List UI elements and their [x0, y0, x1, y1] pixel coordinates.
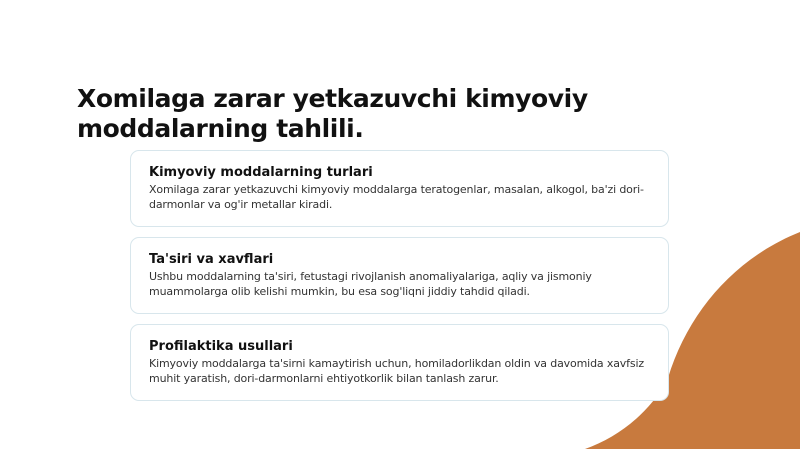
card-prevention-methods [130, 324, 669, 401]
card-body-text: Kimyoviy moddalarga ta'sirni kamaytirish uchun, homiladorlikdan oldin va davomida xavfsiz muhit yaratish, dori-darmonlarni ehtiyotkorlik bilan tanlash zarur. [149, 357, 644, 385]
card-body-text: Ushbu moddalarning ta'siri, fetustagi rivojlanish anomaliyalariga, aqliy va jismoniy muammolarga olib kelishi mumkin, bu esa sog'liqni jiddiy tahdid qiladi. [149, 270, 592, 298]
card-chemical-types [130, 150, 669, 227]
card-heading: Profilaktika usullari [149, 339, 293, 354]
card-heading: Ta'siri va xavflari [149, 252, 274, 267]
card-heading: Kimyoviy moddalarning turlari [149, 165, 373, 180]
slide-title: Xomilaga zarar yetkazuvchi kimyoviy moddalarning tahlili. [77, 84, 588, 143]
card-body-text: Xomilaga zarar yetkazuvchi kimyoviy moddalarga teratogenlar, masalan, alkogol, ba'zi dori-darmonlar va og'ir metallar kiradi. [149, 183, 644, 211]
card-effects-risks [130, 237, 669, 314]
